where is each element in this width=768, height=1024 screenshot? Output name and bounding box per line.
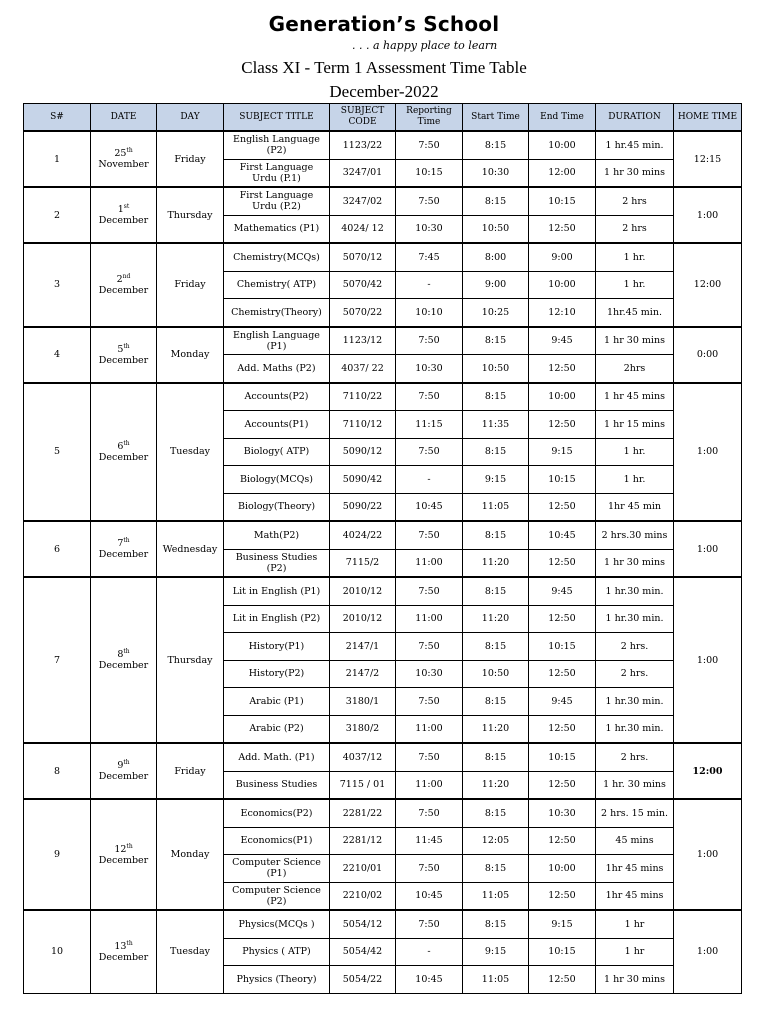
date-cell — [91, 187, 157, 243]
start-time-cell: 9:00 — [463, 271, 529, 299]
serial-number-cell: 1 — [24, 131, 91, 187]
duration-cell: 2 hrs — [596, 215, 674, 243]
date-suffix: th — [126, 939, 133, 947]
start-time-cell: 10:50 — [463, 355, 529, 383]
reporting-time-cell: 11:00 — [396, 549, 463, 577]
table-row — [24, 577, 742, 605]
reporting-time-cell: 7:50 — [396, 633, 463, 661]
home-time-cell: 1:00 — [674, 577, 742, 743]
reporting-time-cell: 7:50 — [396, 855, 463, 883]
date-month: December — [98, 215, 149, 226]
col-header-day: DAY — [157, 104, 224, 132]
reporting-time-cell: - — [396, 938, 463, 966]
start-time-cell: 11:05 — [463, 966, 529, 994]
home-time-cell: 1:00 — [674, 799, 742, 910]
start-time-cell: 8:00 — [463, 243, 529, 271]
subject-cell: Business Studies — [224, 771, 330, 799]
start-time-cell: 8:15 — [463, 633, 529, 661]
start-time-cell: 10:50 — [463, 660, 529, 688]
subject-cell: Arabic (P1) — [224, 688, 330, 716]
end-time-cell: 12:50 — [529, 549, 596, 577]
home-time-cell: 1:00 — [674, 521, 742, 577]
end-time-cell: 12:50 — [529, 411, 596, 439]
date-day: 8 — [117, 649, 124, 660]
subject-cell: Add. Math. (P1) — [224, 743, 330, 771]
start-time-cell: 8:15 — [463, 327, 529, 355]
subject-cell: Computer Science (P1) — [224, 855, 330, 883]
end-time-cell: 12:50 — [529, 771, 596, 799]
reporting-time-cell: 7:50 — [396, 577, 463, 605]
day-cell: Tuesday — [157, 383, 224, 522]
home-time-cell: 12:00 — [674, 743, 742, 799]
date-day: 13 — [114, 940, 127, 952]
start-time-cell: 11:35 — [463, 411, 529, 439]
code-cell: 3247/02 — [330, 187, 396, 215]
date-month: December — [98, 549, 149, 560]
start-time-cell: 8:15 — [463, 521, 529, 549]
serial-number-cell: 3 — [24, 243, 91, 327]
duration-cell: 1 hr.30 min. — [596, 577, 674, 605]
end-time-cell: 12:50 — [529, 605, 596, 633]
end-time-cell: 10:15 — [529, 633, 596, 661]
table-row — [24, 187, 742, 215]
table-row — [24, 327, 742, 355]
date-day: 12 — [114, 843, 127, 855]
start-time-cell: 8:15 — [463, 577, 529, 605]
reporting-time-cell: 11:45 — [396, 827, 463, 855]
subject-cell: Accounts(P1) — [224, 411, 330, 439]
duration-cell: 1 hr.30 min. — [596, 605, 674, 633]
date-month: December — [98, 451, 149, 463]
code-cell: 4024/22 — [330, 521, 396, 549]
table-row — [24, 910, 742, 938]
reporting-time-cell: 7:50 — [396, 743, 463, 771]
end-time-cell: 12:50 — [529, 215, 596, 243]
day-cell: Thursday — [157, 577, 224, 743]
subject-cell: Chemistry( ATP) — [224, 271, 330, 299]
serial-number-cell: 8 — [24, 743, 91, 799]
reporting-time-cell: - — [396, 271, 463, 299]
end-time-cell: 12:50 — [529, 493, 596, 521]
start-time-cell: 11:05 — [463, 882, 529, 910]
serial-number-cell: 5 — [24, 383, 91, 522]
duration-cell: 1 hr 30 mins — [596, 549, 674, 577]
start-time-cell: 9:15 — [463, 938, 529, 966]
reporting-time-cell: - — [396, 466, 463, 494]
home-time-cell: 12:15 — [674, 131, 742, 187]
code-cell: 2010/12 — [330, 577, 396, 605]
col-header-end: End Time — [529, 104, 596, 132]
code-cell: 2210/02 — [330, 882, 396, 910]
reporting-time-cell: 11:00 — [396, 715, 463, 743]
reporting-time-cell: 7:50 — [396, 187, 463, 215]
date-suffix: th — [123, 536, 130, 544]
end-time-cell: 10:00 — [529, 383, 596, 411]
code-cell: 2010/12 — [330, 605, 396, 633]
start-time-cell: 8:15 — [463, 131, 529, 159]
end-time-cell: 10:00 — [529, 131, 596, 159]
day-cell: Thursday — [157, 187, 224, 243]
start-time-cell: 11:20 — [463, 549, 529, 577]
code-cell: 7110/22 — [330, 383, 396, 411]
end-time-cell: 12:50 — [529, 660, 596, 688]
date-day: 5 — [117, 343, 124, 355]
date-cell — [91, 383, 157, 522]
start-time-cell: 8:15 — [463, 383, 529, 411]
code-cell: 5054/22 — [330, 966, 396, 994]
date-day: 9 — [117, 760, 124, 771]
duration-cell: 2hrs — [596, 355, 674, 383]
reporting-time-cell: 7:45 — [396, 243, 463, 271]
code-cell: 5070/22 — [330, 299, 396, 327]
reporting-time-cell: 7:50 — [396, 327, 463, 355]
header-row — [24, 104, 742, 132]
reporting-time-cell: 10:30 — [396, 660, 463, 688]
duration-cell: 1hr 45 min — [596, 493, 674, 521]
duration-cell: 2 hrs.30 mins — [596, 521, 674, 549]
code-cell: 2210/01 — [330, 855, 396, 883]
duration-cell: 1 hr 15 mins — [596, 411, 674, 439]
end-time-cell: 10:00 — [529, 855, 596, 883]
reporting-time-cell: 10:10 — [396, 299, 463, 327]
serial-number-cell: 7 — [24, 577, 91, 743]
end-time-cell: 10:15 — [529, 938, 596, 966]
code-cell: 3180/2 — [330, 715, 396, 743]
table-row — [24, 521, 742, 549]
subject-cell: Chemistry(MCQs) — [224, 243, 330, 271]
code-cell: 1123/22 — [330, 131, 396, 159]
code-cell: 1123/12 — [330, 327, 396, 355]
date-month: November — [98, 159, 149, 170]
duration-cell: 2 hrs. — [596, 633, 674, 661]
subject-cell: Add. Maths (P2) — [224, 355, 330, 383]
code-cell: 5090/22 — [330, 493, 396, 521]
duration-cell: 1 hr. 30 mins — [596, 771, 674, 799]
duration-cell: 2 hrs. — [596, 660, 674, 688]
reporting-time-cell: 10:45 — [396, 966, 463, 994]
subject-cell: First Language Urdu (P.1) — [224, 159, 330, 187]
col-header-code: SUBJECT CODE — [330, 104, 396, 132]
duration-cell: 1 hr 30 mins — [596, 159, 674, 187]
date-suffix: th — [126, 842, 133, 850]
reporting-time-cell: 10:30 — [396, 355, 463, 383]
day-cell: Friday — [157, 743, 224, 799]
code-cell: 3247/01 — [330, 159, 396, 187]
reporting-time-cell: 7:50 — [396, 438, 463, 466]
subject-cell: Math(P2) — [224, 521, 330, 549]
code-cell: 2147/2 — [330, 660, 396, 688]
code-cell: 2281/12 — [330, 827, 396, 855]
start-time-cell: 10:25 — [463, 299, 529, 327]
table-row — [24, 243, 742, 271]
reporting-time-cell: 10:15 — [396, 159, 463, 187]
duration-cell: 1 hr. — [596, 438, 674, 466]
reporting-time-cell: 10:45 — [396, 882, 463, 910]
home-time-cell: 1:00 — [674, 383, 742, 522]
reporting-time-cell: 7:50 — [396, 521, 463, 549]
table-row — [24, 799, 742, 827]
date-day: 6 — [117, 440, 124, 452]
end-time-cell: 9:15 — [529, 910, 596, 938]
col-header-date: DATE — [91, 104, 157, 132]
duration-cell: 1 hr 30 mins — [596, 327, 674, 355]
code-cell: 2147/1 — [330, 633, 396, 661]
end-time-cell: 10:30 — [529, 799, 596, 827]
serial-number-cell: 2 — [24, 187, 91, 243]
table-row — [24, 383, 742, 411]
date-suffix: th — [126, 146, 133, 154]
col-header-home: HOME TIME — [674, 104, 742, 132]
subject-cell: Business Studies (P2) — [224, 549, 330, 577]
document-subtitle: December-2022 — [329, 82, 439, 101]
col-header-sn: S# — [24, 104, 91, 132]
duration-cell: 1 hr — [596, 938, 674, 966]
date-cell — [91, 743, 157, 799]
end-time-cell: 10:45 — [529, 521, 596, 549]
start-time-cell: 8:15 — [463, 855, 529, 883]
day-cell: Friday — [157, 243, 224, 327]
school-tagline: . . . a happy place to learn — [352, 39, 498, 52]
start-time-cell: 8:15 — [463, 187, 529, 215]
date-cell — [91, 577, 157, 743]
subject-cell: Mathematics (P1) — [224, 215, 330, 243]
code-cell: 4024/ 12 — [330, 215, 396, 243]
subject-cell: Lit in English (P2) — [224, 605, 330, 633]
subject-cell: English Language (P1) — [224, 327, 330, 355]
code-cell: 4037/ 22 — [330, 355, 396, 383]
end-time-cell: 12:50 — [529, 355, 596, 383]
date-day: 1 — [117, 204, 124, 215]
subject-cell: English Language (P2) — [224, 131, 330, 159]
day-cell: Monday — [157, 799, 224, 910]
school-name: Generation’s School — [268, 12, 500, 36]
date-suffix: nd — [122, 272, 131, 280]
date-suffix: st — [123, 202, 130, 210]
serial-number-cell: 10 — [24, 910, 91, 993]
date-day: 2 — [116, 273, 123, 285]
reporting-time-cell: 7:50 — [396, 799, 463, 827]
home-time-cell: 12:00 — [674, 243, 742, 327]
table-row — [24, 131, 742, 159]
subject-cell: First Language Urdu (P.2) — [224, 187, 330, 215]
reporting-time-cell: 7:50 — [396, 383, 463, 411]
code-cell: 7110/12 — [330, 411, 396, 439]
day-cell: Tuesday — [157, 910, 224, 993]
end-time-cell: 12:00 — [529, 159, 596, 187]
subject-cell: Biology( ATP) — [224, 438, 330, 466]
date-day: 7 — [117, 538, 124, 549]
subject-cell: Physics(MCQs ) — [224, 910, 330, 938]
code-cell: 5090/42 — [330, 466, 396, 494]
col-header-reporting: Reporting Time — [396, 104, 463, 132]
duration-cell: 1 hr.45 min. — [596, 131, 674, 159]
reporting-time-cell: 7:50 — [396, 131, 463, 159]
end-time-cell: 12:50 — [529, 715, 596, 743]
col-header-duration: DURATION — [596, 104, 674, 132]
reporting-time-cell: 11:00 — [396, 605, 463, 633]
reporting-time-cell: 7:50 — [396, 910, 463, 938]
day-cell: Monday — [157, 327, 224, 383]
start-time-cell: 12:05 — [463, 827, 529, 855]
start-time-cell: 11:05 — [463, 493, 529, 521]
date-suffix: th — [123, 758, 130, 766]
date-suffix: th — [123, 439, 130, 447]
date-cell — [91, 327, 157, 383]
subject-cell: History(P1) — [224, 633, 330, 661]
start-time-cell: 8:15 — [463, 743, 529, 771]
date-cell — [91, 521, 157, 577]
date-cell — [91, 910, 157, 993]
day-cell: Wednesday — [157, 521, 224, 577]
subject-cell: Lit in English (P1) — [224, 577, 330, 605]
date-month: December — [98, 284, 149, 296]
subject-cell: Biology(Theory) — [224, 493, 330, 521]
start-time-cell: 8:15 — [463, 438, 529, 466]
end-time-cell: 10:15 — [529, 187, 596, 215]
reporting-time-cell: 11:15 — [396, 411, 463, 439]
code-cell: 7115 / 01 — [330, 771, 396, 799]
code-cell: 5070/12 — [330, 243, 396, 271]
date-cell — [91, 243, 157, 327]
subject-cell: Physics (Theory) — [224, 966, 330, 994]
code-cell: 3180/1 — [330, 688, 396, 716]
serial-number-cell: 4 — [24, 327, 91, 383]
end-time-cell: 12:50 — [529, 966, 596, 994]
start-time-cell: 11:20 — [463, 605, 529, 633]
duration-cell: 1 hr. — [596, 243, 674, 271]
duration-cell: 1hr 45 mins — [596, 882, 674, 910]
date-suffix: th — [123, 647, 130, 655]
end-time-cell: 9:45 — [529, 688, 596, 716]
timetable — [23, 103, 742, 994]
date-month: December — [98, 854, 149, 866]
document-title: Class XI - Term 1 Assessment Time Table — [241, 58, 527, 77]
date-cell — [91, 799, 157, 910]
start-time-cell: 8:15 — [463, 688, 529, 716]
duration-cell: 2 hrs. — [596, 743, 674, 771]
end-time-cell: 9:45 — [529, 577, 596, 605]
date-suffix: th — [123, 342, 130, 350]
timetable-body — [24, 131, 742, 993]
subject-cell: History(P2) — [224, 660, 330, 688]
subject-cell: Biology(MCQs) — [224, 466, 330, 494]
code-cell: 7115/2 — [330, 549, 396, 577]
subject-cell: Arabic (P2) — [224, 715, 330, 743]
start-time-cell: 10:50 — [463, 215, 529, 243]
end-time-cell: 9:45 — [529, 327, 596, 355]
duration-cell: 1 hr. — [596, 271, 674, 299]
start-time-cell: 8:15 — [463, 910, 529, 938]
subject-cell: Accounts(P2) — [224, 383, 330, 411]
date-month: December — [98, 951, 149, 963]
end-time-cell: 12:10 — [529, 299, 596, 327]
code-cell: 5090/12 — [330, 438, 396, 466]
reporting-time-cell: 10:45 — [396, 493, 463, 521]
duration-cell: 1hr.45 min. — [596, 299, 674, 327]
serial-number-cell: 9 — [24, 799, 91, 910]
code-cell: 4037/12 — [330, 743, 396, 771]
subject-cell: Economics(P2) — [224, 799, 330, 827]
day-cell: Friday — [157, 131, 224, 187]
start-time-cell: 10:30 — [463, 159, 529, 187]
reporting-time-cell: 11:00 — [396, 771, 463, 799]
date-month: December — [98, 660, 149, 671]
table-row — [24, 743, 742, 771]
date-cell — [91, 131, 157, 187]
subject-cell: Computer Science (P2) — [224, 882, 330, 910]
duration-cell: 1 hr 45 mins — [596, 383, 674, 411]
duration-cell: 1 hr.30 min. — [596, 688, 674, 716]
duration-cell: 1 hr — [596, 910, 674, 938]
code-cell: 5054/12 — [330, 910, 396, 938]
end-time-cell: 10:00 — [529, 271, 596, 299]
home-time-cell: 1:00 — [674, 910, 742, 993]
home-time-cell: 0:00 — [674, 327, 742, 383]
duration-cell: 45 mins — [596, 827, 674, 855]
code-cell: 5054/42 — [330, 938, 396, 966]
reporting-time-cell: 7:50 — [396, 688, 463, 716]
date-month: December — [98, 771, 149, 782]
col-header-start: Start Time — [463, 104, 529, 132]
duration-cell: 2 hrs. 15 min. — [596, 799, 674, 827]
end-time-cell: 10:15 — [529, 466, 596, 494]
duration-cell: 1 hr.30 min. — [596, 715, 674, 743]
end-time-cell: 12:50 — [529, 882, 596, 910]
start-time-cell: 9:15 — [463, 466, 529, 494]
start-time-cell: 11:20 — [463, 715, 529, 743]
duration-cell: 1 hr 30 mins — [596, 966, 674, 994]
date-month: December — [98, 354, 149, 366]
end-time-cell: 9:15 — [529, 438, 596, 466]
end-time-cell: 12:50 — [529, 827, 596, 855]
subject-cell: Physics ( ATP) — [224, 938, 330, 966]
reporting-time-cell: 10:30 — [396, 215, 463, 243]
end-time-cell: 9:00 — [529, 243, 596, 271]
duration-cell: 1hr 45 mins — [596, 855, 674, 883]
duration-cell: 2 hrs — [596, 187, 674, 215]
date-day: 25 — [114, 148, 127, 159]
start-time-cell: 8:15 — [463, 799, 529, 827]
serial-number-cell: 6 — [24, 521, 91, 577]
duration-cell: 1 hr. — [596, 466, 674, 494]
col-header-subject: SUBJECT TITLE — [224, 104, 330, 132]
subject-cell: Economics(P1) — [224, 827, 330, 855]
code-cell: 5070/42 — [330, 271, 396, 299]
home-time-cell: 1:00 — [674, 187, 742, 243]
start-time-cell: 11:20 — [463, 771, 529, 799]
subject-cell: Chemistry(Theory) — [224, 299, 330, 327]
end-time-cell: 10:15 — [529, 743, 596, 771]
code-cell: 2281/22 — [330, 799, 396, 827]
